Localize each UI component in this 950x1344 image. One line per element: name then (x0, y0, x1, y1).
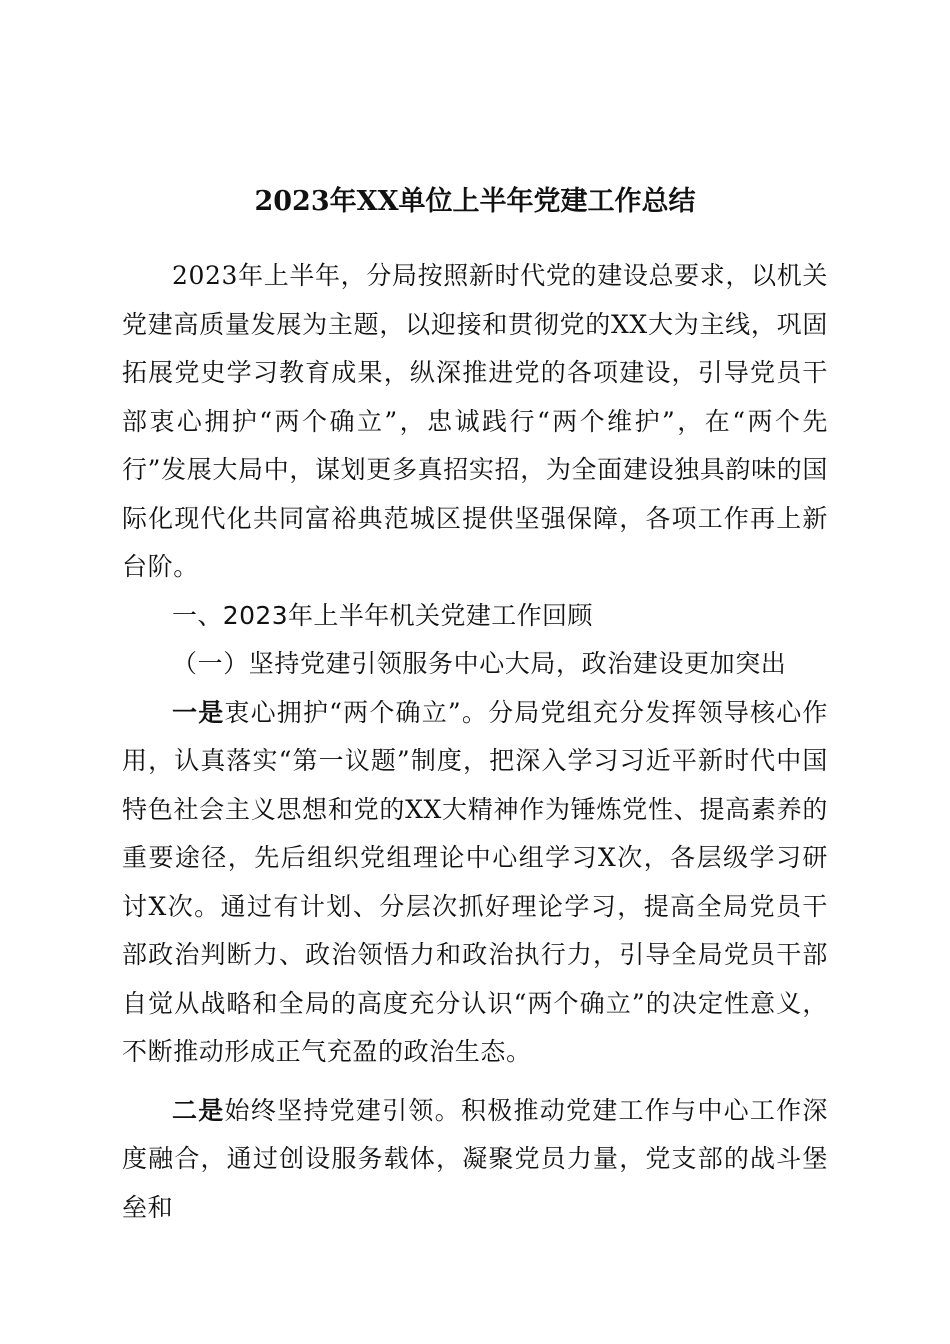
intro-paragraph: 2023年上半年，分局按照新时代党的建设总要求，以机关党建高质量发展为主题，以迎接和贯彻党的XX大为主线，巩固拓展党史学习教育成果，纵深推进党的各项建设，引导党员干部衷心拥护“两个确立”，忠诚践行“两个维护”，在“两个先行”发展大局中，谋划更多真招实招，为全面建设独具韵味的国际化现代化共同富裕典范城区提供坚强保障，各项工作再上新台阶。 (122, 261, 828, 581)
point-one-lead: 一是 (172, 697, 225, 727)
document-title: 2023年XX单位上半年党建工作总结 (254, 186, 696, 217)
point-two-text: 始终坚持党建引领。积极推动党建工作与中心工作深度融合，通过创设服务载体，凝聚党员力量，党支部的战斗堡垒和 (122, 1095, 829, 1222)
point-two-paragraph (122, 1087, 828, 1233)
section-heading: 一、2023年上半年机关党建工作回顾 (172, 600, 593, 630)
point-one-text: 衷心拥护“两个确立”。分局党组充分发挥领导核心作用，认真落实“第一议题”制度，把深入学习习近平新时代中国特色社会主义思想和党的XX大精神作为锤炼党性、提高素养的重要途径，先后组织党组理论中心组学习X次，各层级学习研讨X次。通过有计划、分层次抓好理论学习，提高全局党员干部政治判断力、政治领悟力和政治执行力，引导全局党员干部自觉从战略和全局的高度充分认识“两个确立”的决定性意义，不断推动形成正气充盈的政治生态。 (122, 697, 828, 1066)
point-one-paragraph (122, 689, 828, 1077)
subsection-heading: （一）坚持党建引领服务中心大局，政治建设更加突出 (172, 649, 787, 678)
document-body (122, 182, 828, 1232)
point-two-lead: 二是 (172, 1095, 225, 1125)
